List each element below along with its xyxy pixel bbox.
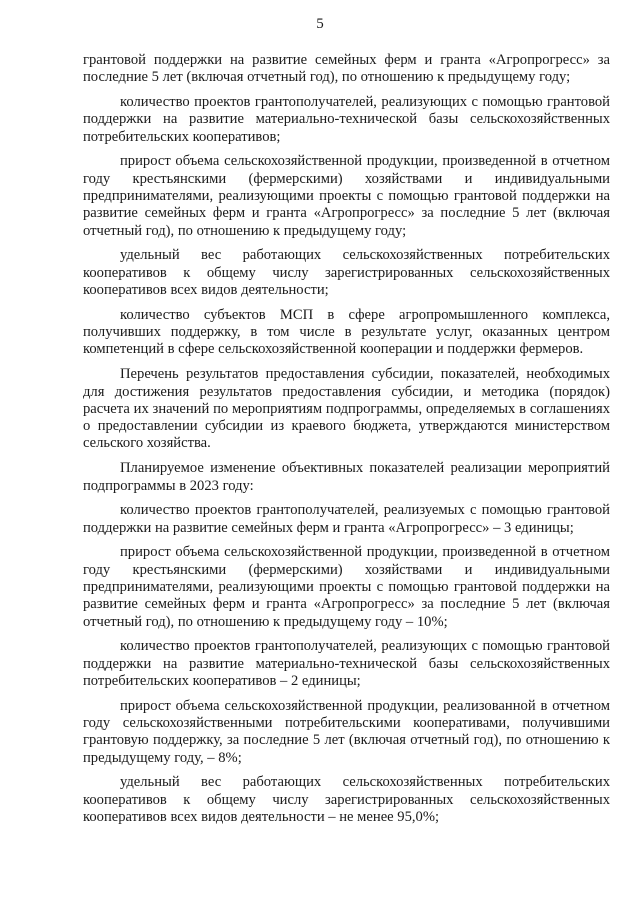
paragraph: прирост объема сельскохозяйственной продукции, реализованной в отчетном году сельскохозяйственными потребительскими кооперативами, получившими грантовую поддержку, за последние 5 лет (включая отчетный год), по отношению к предыдущему году, – 8%; xyxy=(83,697,610,766)
paragraph: прирост объема сельскохозяйственной продукции, произведенной в отчетном году крестьянскими (фермерскими) хозяйствами и индивидуальными предпринимателями, реализующими проекты с помощью грантовой поддержки на развитие семейных ферм и гранта «Агропрогресс» за последние 5 лет (включая отчетный год), по отношению к предыдущему году – 10%; xyxy=(83,544,610,630)
paragraph: Перечень результатов предоставления субсидии, показателей, необходимых для достижения результатов предоставления субсидии, и методика (порядок) расчета их значений по мероприятиям подпрограммы, определяемых в соглашениях о предоставлении субсидии из краевого бюджета, утверждаются министерством сельского хозяйства. xyxy=(83,366,610,452)
page-number: 5 xyxy=(316,16,324,32)
document-body xyxy=(83,52,610,834)
paragraph: удельный вес работающих сельскохозяйственных потребительских кооперативов к общему числу зарегистрированных сельскохозяйственных кооперативов всех видов деятельности; xyxy=(83,247,610,299)
paragraph: удельный вес работающих сельскохозяйственных потребительских кооперативов к общему числу зарегистрированных сельскохозяйственных кооперативов всех видов деятельности – не менее 95,0%; xyxy=(83,774,610,826)
paragraph: Планируемое изменение объективных показателей реализации мероприятий подпрограммы в 2023 году: xyxy=(83,460,610,494)
paragraph: количество проектов грантополучателей, реализующих с помощью грантовой поддержки на развитие материально-технической базы сельскохозяйственных потребительских кооперативов – 2 единицы; xyxy=(83,638,610,689)
paragraph: количество проектов грантополучателей, реализующих с помощью грантовой поддержки на развитие материально-технической базы сельскохозяйственных потребительских кооперативов; xyxy=(83,94,610,145)
paragraph: прирост объема сельскохозяйственной продукции, произведенной в отчетном году крестьянскими (фермерскими) хозяйствами и индивидуальными предпринимателями, реализующими проекты с помощью грантовой поддержки на развитие семейных ферм и гранта «Агропрогресс» за последние 5 лет (включая отчетный год), по отношению к предыдущему году; xyxy=(83,153,610,239)
paragraph: грантовой поддержки на развитие семейных ферм и гранта «Агропрогресс» за последние 5 лет (включая отчетный год), по отношению к предыдущему году; xyxy=(83,52,610,86)
paragraph: количество проектов грантополучателей, реализуемых с помощью грантовой поддержки на развитие семейных ферм и гранта «Агропрогресс» – 3 единицы; xyxy=(83,502,610,536)
paragraph: количество субъектов МСП в сфере агропромышленного комплекса, получивших поддержку, в том числе в результате услуг, оказанных центром компетенций в сфере сельскохозяйственной кооперации и поддержки фермеров. xyxy=(83,306,610,358)
